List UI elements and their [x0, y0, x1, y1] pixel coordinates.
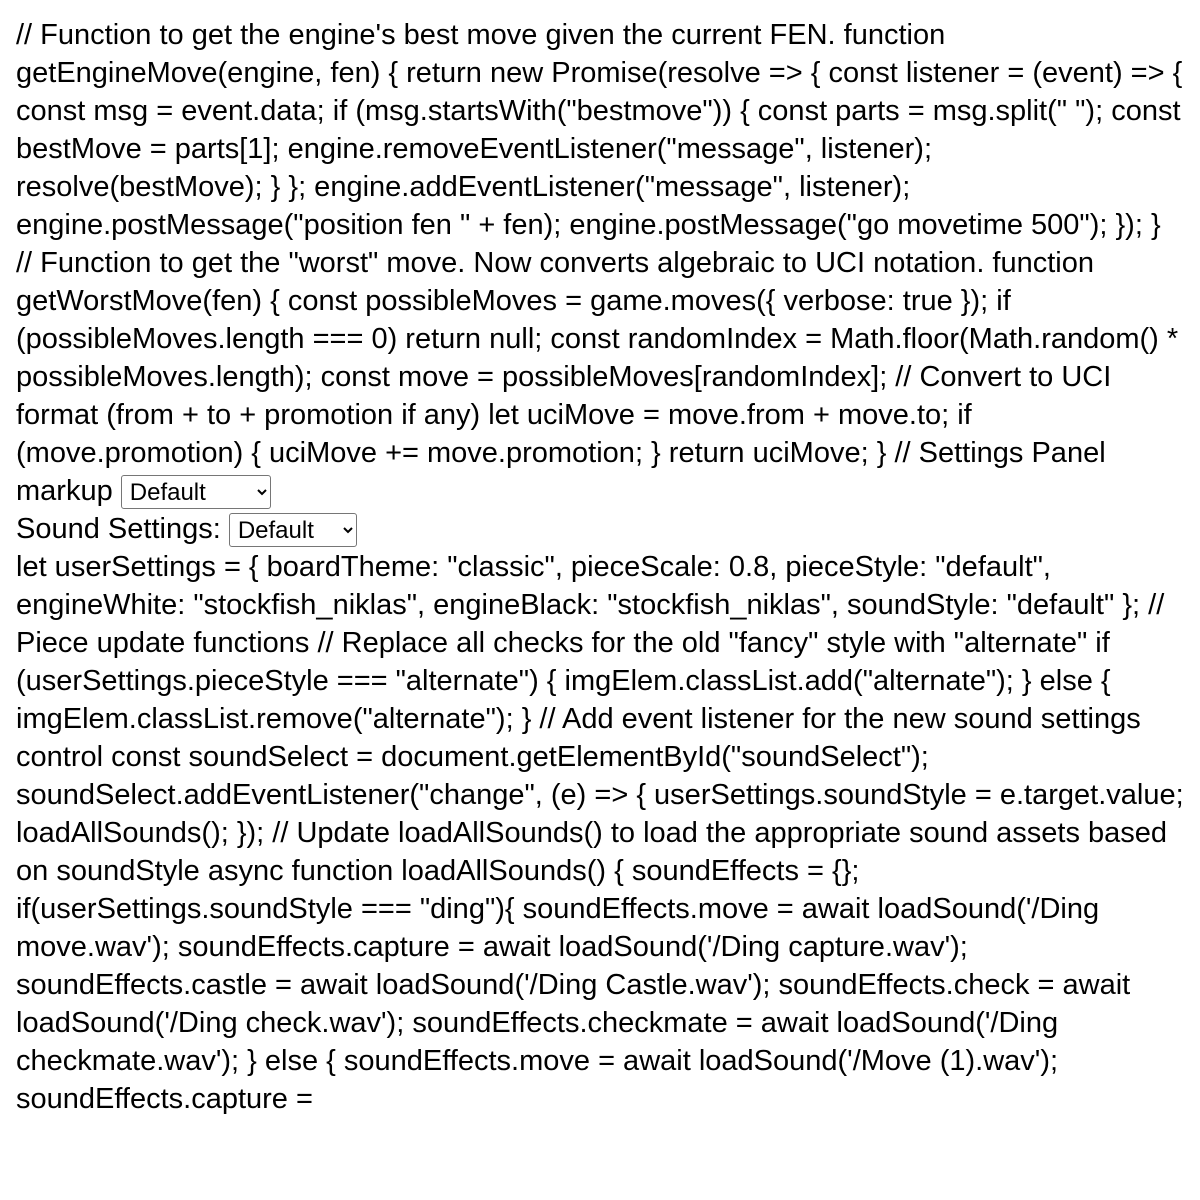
- sound-select[interactable]: [229, 513, 357, 547]
- sound-settings-label: Sound Settings:: [16, 513, 221, 545]
- code-text-before-theme-select: // Function to get the engine's best move given the current FEN. function getEngineMove(engine, fen) { return new Promise(resolve => { const listener = (event) => { const msg = event.data; if (msg.startsWith("bestmove")) { const parts = msg.split(" "); const bestMove = parts[1]; engine.removeEventListener("message", listener); resolve(bestMove); } }; engine.addEventListener("message", listener); engine.postMessage("position fen " + fen); engine.postMessage("go movetime 500"); }); } // Function to get the "worst" move. Now converts algebraic to UCI notation. function getWorstMove(fen) { const possibleMoves = game.moves({ verbose: true }); if (possibleMoves.length === 0) return null; const randomIndex = Math.floor(Math.random() * possibleMoves.length); const move = possibleMoves[randomIndex]; // Convert to UCI format (from + to + promotion if any) let uciMove = move.from + move.to; if (move.promotion) { uciMove += move.promotion; } return uciMove; } // Settings Panel markup: [16, 19, 1183, 507]
- theme-select[interactable]: [121, 475, 271, 509]
- code-text-after-sound-select: let userSettings = { boardTheme: "classic", pieceScale: 0.8, pieceStyle: "default", engineWhite: "stockfish_niklas", engineBlack: "stockfish_niklas", soundStyle: "default" }; // Piece update functions // Replace all checks for the old "fancy" style with "alternate" if (userSettings.pieceStyle === "alternate") { imgElem.classList.add("alternate"); } else { imgElem.classList.remove("alternate"); } // Add event listener for the new sound settings control const soundSelect = document.getElementById("soundSelect"); soundSelect.addEventListener("change", (e) => { userSettings.soundStyle = e.target.value; loadAllSounds(); }); // Update loadAllSounds() to load the appropriate sound assets based on soundStyle async function loadAllSounds() { soundEffects = {}; if(userSettings.soundStyle === "ding"){ soundEffects.move = await loadSound('/Ding move.wav'); soundEffects.capture = await loadSound('/Ding capture.wav'); soundEffects.castle = await loadSound('/Ding Castle.wav'); soundEffects.check = await loadSound('/Ding check.wav'); soundEffects.checkmate = await loadSound('/Ding checkmate.wav'); } else { soundEffects.move = await loadSound('/Move (1).wav'); soundEffects.capture =: [16, 551, 1184, 1115]
